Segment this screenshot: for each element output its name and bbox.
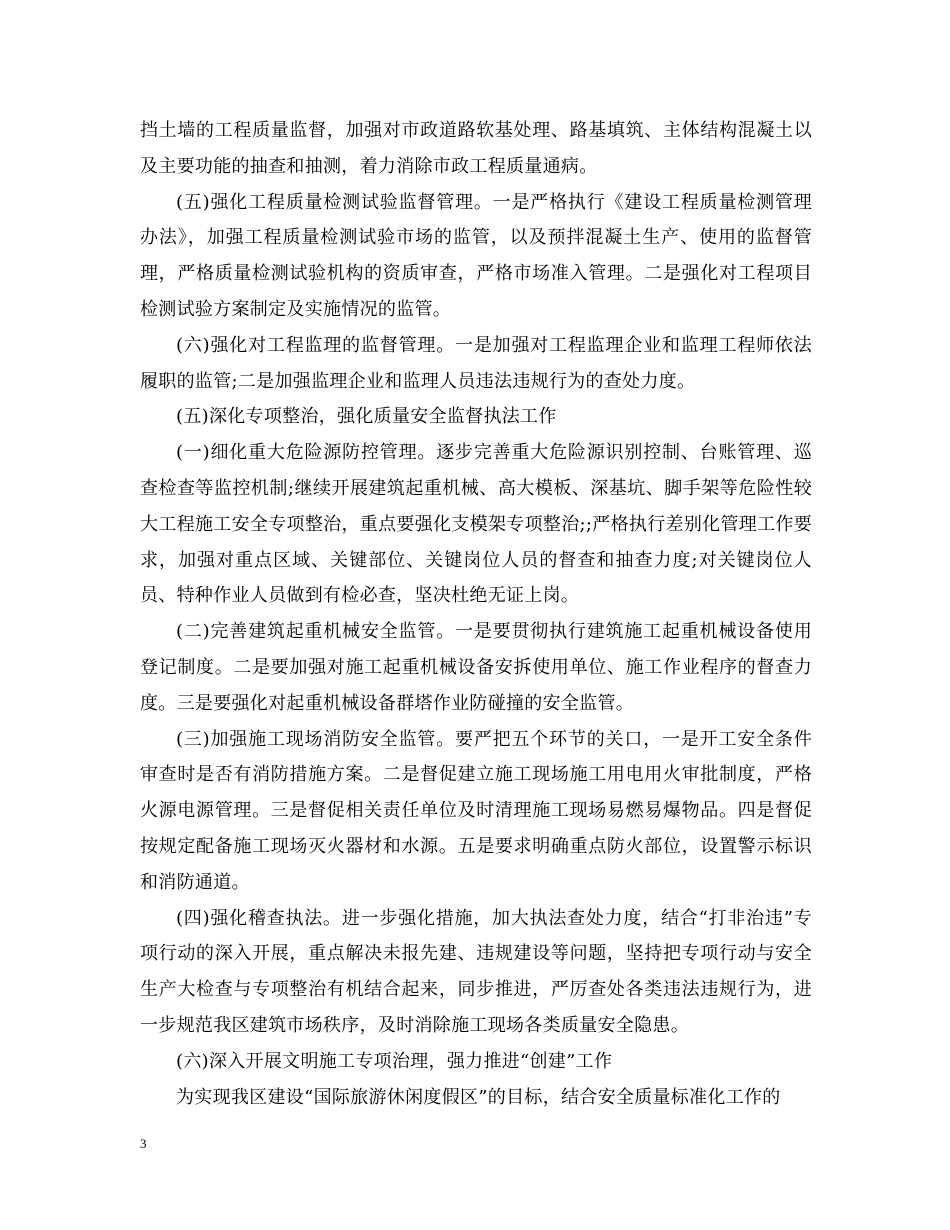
section-heading-special-rectification: (五)深化专项整治，强化质量安全监督执法工作 [176,406,557,428]
paragraph-resort-goal: 为实现我区建设“国际旅游休闲度假区”的目标，结合安全质量标准化工作的 [176,1086,781,1108]
paragraph-retaining-wall-supervision: 挡土墙的工程质量监督，加强对市政道路软基处理、路基填筑、主体结构混凝土以及主要功能的抽查和抽测，着力消除市政工程质量通病。 [140,120,812,177]
section-heading-civilized-construction: (六)深入开展文明施工专项治理，强力推进“创建”工作 [176,1050,613,1072]
document-body [140,113,812,1115]
paragraph-inspection-enforcement: (四)强化稽查执法。进一步强化措施，加大执法查处力度，结合“打非治违”专项行动的深入开展，重点解决未报先建、违规建设等问题，坚持把专项行动与安全生产大检查与专项整治有机结合起来，同步推进，严厉查处各类违法违规行为，进一步规范我区建筑市场秩序，及时消除施工现场各类质量安全隐患。 [140,907,812,1036]
paragraph-crane-safety: (二)完善建筑起重机械安全监管。一是要贯彻执行建筑施工起重机械设备使用登记制度。二是要加强对施工起重机械设备安拆使用单位、施工作业程序的督查力度。三是要强化对起重机械设备群塔作业防碰撞的安全监管。 [140,621,812,714]
paragraph-supervision-management: (六)强化对工程监理的监督管理。一是加强对工程监理企业和监理工程师依法履职的监管;二是加强监理企业和监理人员违法违规行为的查处力度。 [140,334,812,392]
paragraph-fire-safety: (三)加强施工现场消防安全监管。要严把五个环节的关口，一是开工安全条件审查时是否有消防措施方案。二是督促建立施工现场施工用电用火审批制度，严格火源电源管理。三是督促相关责任单位及时清理施工现场易燃易爆物品。四是督促按规定配备施工现场灭火器材和水源。五是要求明确重点防火部位，设置警示标识和消防通道。 [140,728,812,893]
page-number: 3 [140,1136,147,1151]
paragraph-testing-supervision: (五)强化工程质量检测试验监督管理。一是严格执行《建设工程质量检测管理办法》，加强工程质量检测试验市场的监管，以及预拌混凝土生产、使用的监督管理，严格质量检测试验机构的资质审查，严格市场准入管理。二是强化对工程项目检测试验方案制定及实施情况的监管。 [140,191,812,320]
paragraph-hazard-control: (一)细化重大危险源防控管理。逐步完善重大危险源识别控制、台账管理、巡查检查等监控机制;继续开展建筑起重机械、高大模板、深基坑、脚手架等危险性较大工程施工安全专项整治，重点要强化支模架专项整治;;严格执行差别化管理工作要求，加强对重点区域、关键部位、关键岗位人员的督查和抽查力度;对关键岗位人员、特种作业人员做到有检必查，坚决杜绝无证上岗。 [140,442,812,607]
